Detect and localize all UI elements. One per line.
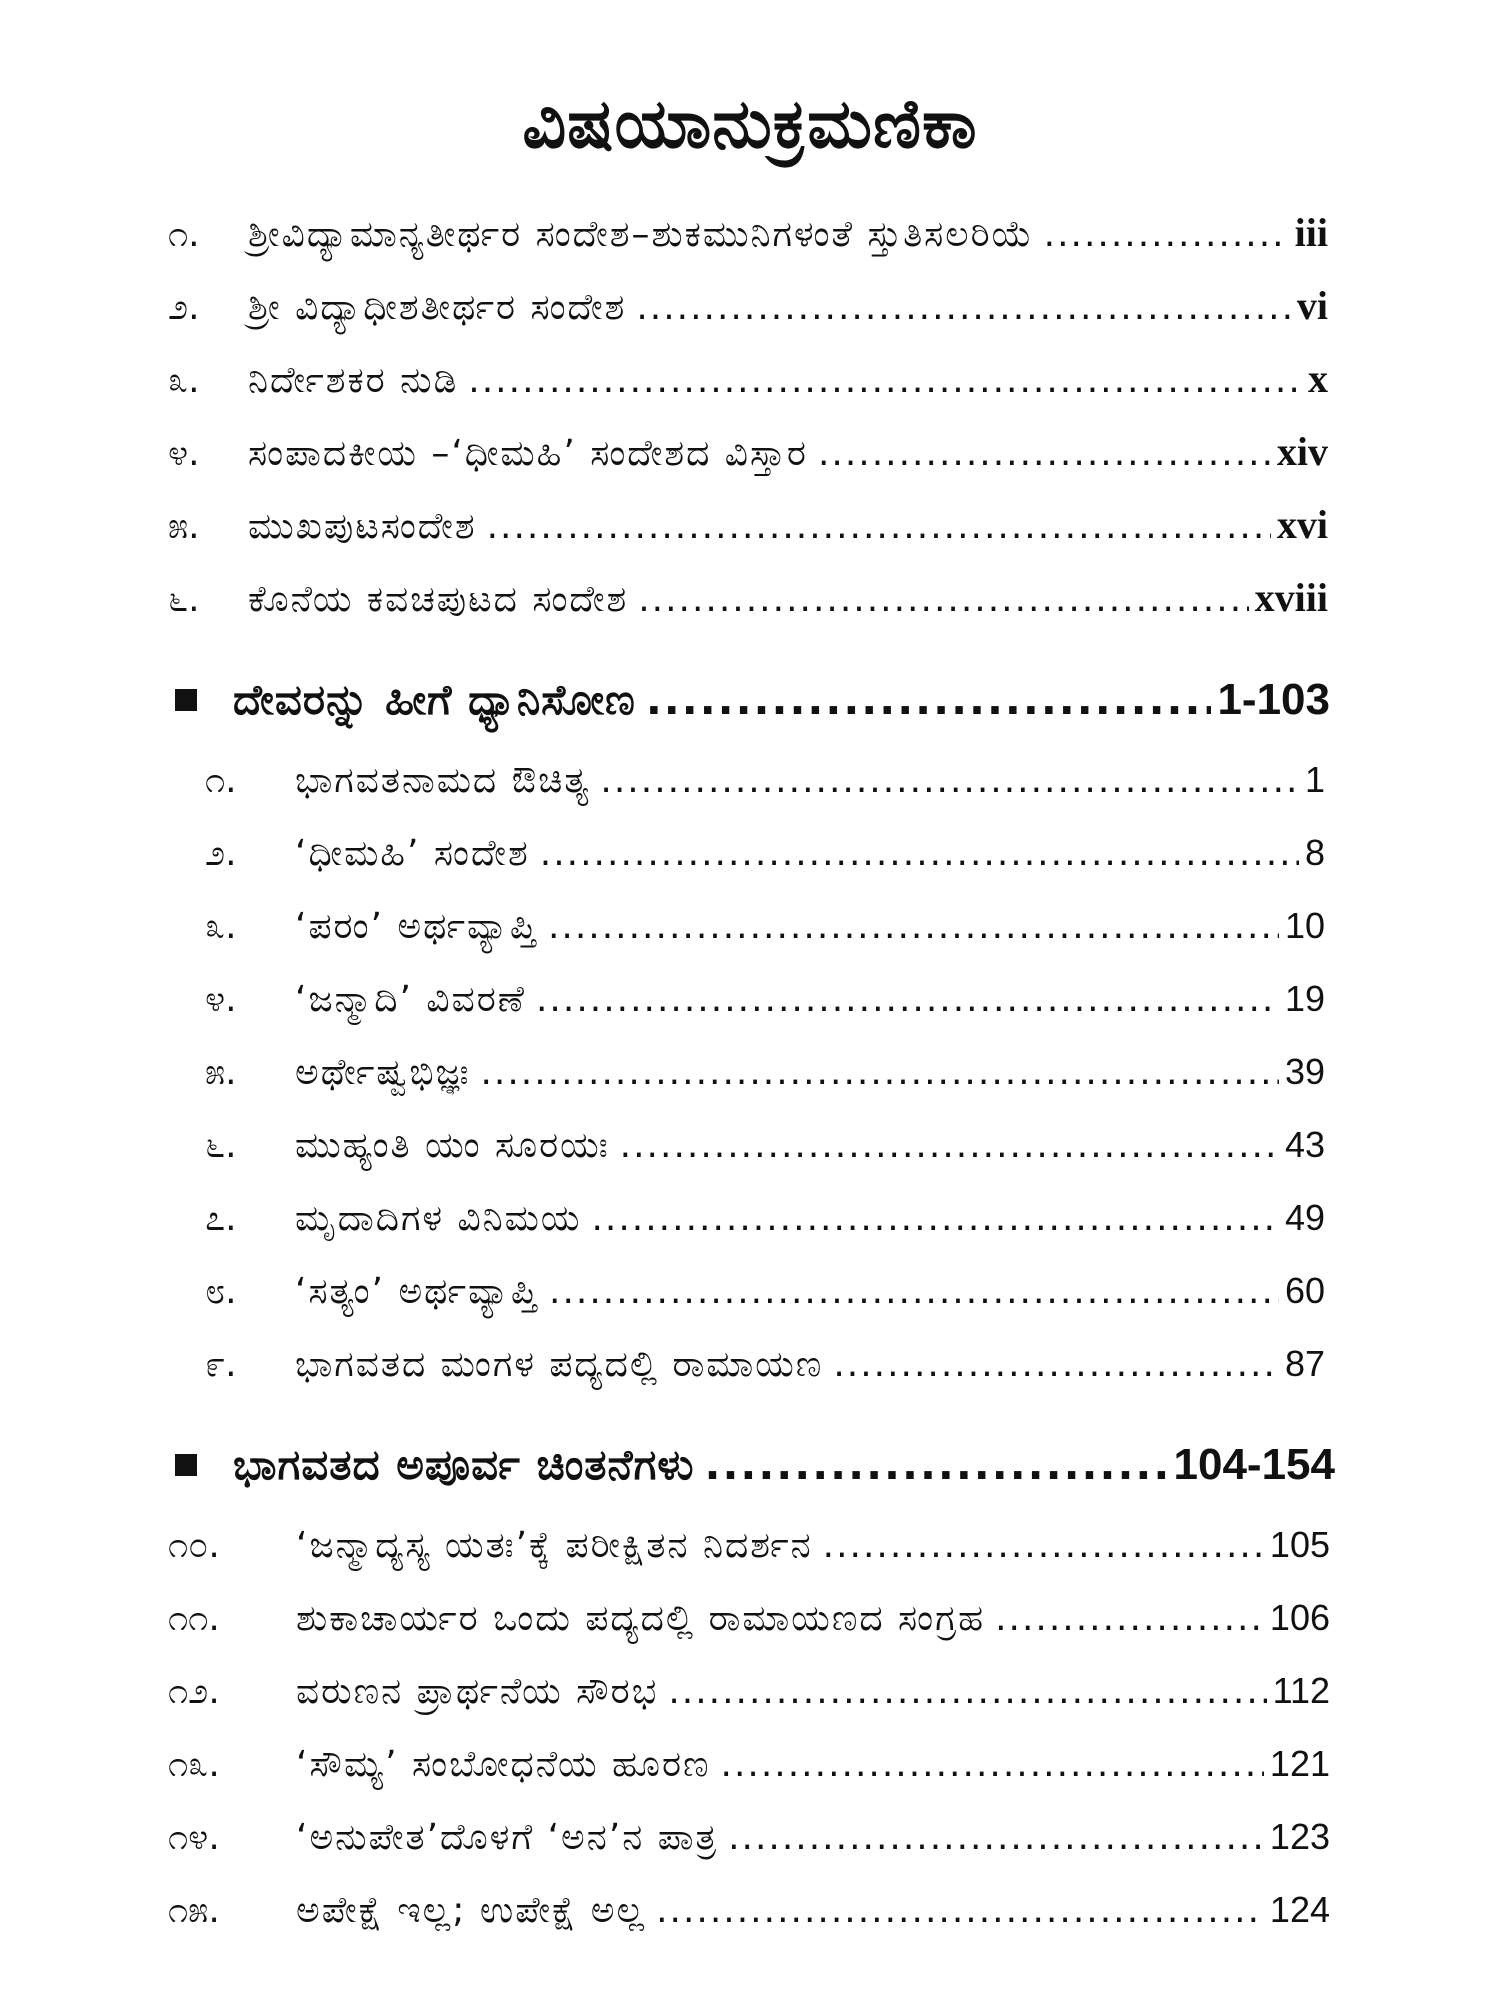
entry-title: ನಿರ್ದೇಶಕರ ನುಡಿ (248, 360, 459, 401)
dot-leader (668, 1662, 1266, 1721)
dot-leader (638, 570, 1248, 628)
toc-entry (168, 1734, 1330, 1794)
page-title: ವಿಷಯಾನುಕ್ರಮಣಿಕಾ (522, 85, 978, 164)
toc-entry (205, 1261, 1325, 1321)
dot-leader (833, 1335, 1279, 1394)
toc-entry (205, 896, 1325, 956)
entry-title: ಶ್ರೀವಿದ್ಯಾಮಾನ್ಯತೀರ್ಥರ ಸಂದೇಶ–ಶುಕಮುನಿಗಳಂತೆ ಸ್ತುತಿಸಲರಿಯೆ (248, 214, 1034, 255)
dot-leader (536, 970, 1279, 1029)
entry-number: ೧೪. (168, 1817, 220, 1858)
entry-page: 43 (1284, 1124, 1325, 1165)
entry-number: ೭. (205, 1198, 237, 1239)
entry-page: 106 (1269, 1597, 1330, 1638)
dot-leader (656, 1881, 1264, 1940)
dot-leader (620, 1116, 1279, 1175)
dot-leader (721, 1735, 1264, 1794)
toc-entry (205, 1042, 1325, 1102)
entry-title: ಮುಖಪುಟಸಂದೇಶ (248, 506, 477, 547)
section-title: ದೇವರನ್ನು ಹೀಗೆ ಧ್ಯಾನಿಸೋಣ (233, 675, 636, 724)
toc-entry (205, 750, 1325, 810)
entry-number: ೨. (168, 287, 200, 328)
toc-entry (205, 969, 1325, 1029)
dot-leader (1044, 205, 1289, 263)
entry-title: ಮೃದಾದಿಗಳ ವಿನಿಮಯ (295, 1198, 582, 1239)
entry-page: 39 (1284, 1051, 1325, 1092)
toc-entry (168, 495, 1328, 555)
toc-entry (168, 1588, 1330, 1648)
entry-number: ೩. (168, 360, 200, 401)
toc-entry (168, 1515, 1330, 1575)
toc-entry (168, 203, 1328, 263)
entry-title: ಅಪೇಕ್ಷೆ ಇಲ್ಲ; ಉಪೇಕ್ಷೆ ಅಲ್ಲ (296, 1890, 647, 1931)
section-pages: 1-103 (1217, 675, 1330, 724)
entry-number: ೧೦. (168, 1525, 220, 1566)
entry-page: 8 (1304, 832, 1325, 873)
square-bullet-icon (175, 689, 197, 711)
entry-page: 1 (1304, 759, 1325, 800)
entry-number: ೩. (205, 906, 237, 947)
entry-title: ಶ್ರೀ ವಿದ್ಯಾಧೀಶತೀರ್ಥರ ಸಂದೇಶ (248, 287, 627, 328)
entry-title: ಭಾಗವತನಾಮದ ಔಚಿತ್ಯ (295, 760, 591, 801)
dot-leader (818, 424, 1271, 482)
dot-leader (636, 278, 1291, 336)
dot-leader (704, 1430, 1167, 1500)
section-title: ಭಾಗವತದ ಅಪೂರ್ವ ಚಿಂತನೆಗಳು (233, 1440, 695, 1489)
entry-page: 121 (1269, 1743, 1330, 1784)
entry-title: ‘ಸೌಮ್ಯ’ ಸಂಬೋಧನೆಯ ಹೂರಣ (296, 1744, 711, 1785)
dot-leader (548, 897, 1279, 956)
entry-number: ೧೨. (168, 1671, 220, 1712)
entry-number: ೧೩. (168, 1744, 220, 1785)
entry-title: ‘ಪರಂ’ ಅರ್ಥವ್ಯಾಪ್ತಿ (295, 906, 538, 947)
toc-entry (168, 568, 1328, 628)
entry-page: 124 (1269, 1889, 1330, 1930)
toc-entry (168, 276, 1328, 336)
entry-title: ಮುಹ್ಯಂತಿ ಯಂ ಸೂರಯಃ (295, 1125, 610, 1166)
entry-number: ೬. (205, 1125, 237, 1166)
entry-number: ೬. (168, 579, 200, 620)
entry-page: xviii (1254, 575, 1328, 620)
entry-title: ‘ಅನುಪೇತ’ದೊಳಗೆ ‘ಅನ’ನ ಪಾತ್ರ (296, 1817, 719, 1858)
entry-title: ವರುಣನ ಪ್ರಾರ್ಥನೆಯ ಸೌರಭ (296, 1671, 659, 1712)
entry-page: 105 (1269, 1524, 1330, 1565)
entry-title: ‘ಸತ್ಯಂ’ ಅರ್ಥವ್ಯಾಪ್ತಿ (295, 1271, 539, 1312)
entry-number: ೯. (205, 1344, 237, 1385)
entry-number: ೧೫. (168, 1890, 220, 1931)
entry-title: ಶುಕಾಚಾರ್ಯರ ಒಂದು ಪದ್ಯದಲ್ಲಿ ರಾಮಾಯಣದ ಸಂಗ್ರಹ (296, 1598, 986, 1639)
square-bullet-icon (175, 1454, 197, 1476)
section-heading (175, 665, 1330, 735)
toc-entry (205, 1115, 1325, 1175)
entry-number: ೫. (205, 1052, 237, 1093)
dot-leader (646, 665, 1212, 735)
toc-entry (205, 1188, 1325, 1248)
entry-title: ಅರ್ಥೇಷ್ವಭಿಜ್ಞಃ (295, 1052, 471, 1093)
entry-title: ಸಂಪಾದಕೀಯ –‘ಧೀಮಹಿ’ ಸಂದೇಶದ ವಿಸ್ತಾರ (248, 433, 808, 474)
entry-page: 112 (1272, 1670, 1330, 1711)
entry-page: xiv (1276, 429, 1328, 474)
entry-page: 87 (1284, 1343, 1325, 1384)
entry-page: 10 (1284, 905, 1325, 946)
dot-leader (549, 1262, 1279, 1321)
entry-title: ‘ಧೀಮಹಿ’ ಸಂದೇಶ (295, 833, 530, 874)
entry-number: ೮. (205, 1271, 237, 1312)
entry-page: iii (1294, 210, 1328, 255)
entry-number: ೪. (168, 433, 200, 474)
dot-leader (995, 1589, 1264, 1648)
section-heading (175, 1430, 1335, 1500)
entry-title: ‘ಜನ್ಮಾದಿ’ ವಿವರಣೆ (295, 979, 526, 1020)
entry-page: vi (1296, 283, 1328, 328)
entry-number: ೨. (205, 833, 237, 874)
dot-leader (480, 1043, 1278, 1102)
entry-title: ಕೊನೆಯ ಕವಚಪುಟದ ಸಂದೇಶ (248, 579, 629, 620)
dot-leader (823, 1516, 1264, 1575)
entry-page: 60 (1284, 1270, 1325, 1311)
entry-number: ೫. (168, 506, 200, 547)
entry-page: x (1308, 356, 1328, 401)
toc-entry (168, 349, 1328, 409)
toc-entry (168, 1880, 1330, 1940)
toc-entry (168, 422, 1328, 482)
toc-entry (205, 823, 1325, 883)
toc-entry (168, 1807, 1330, 1867)
entry-number: ೪. (205, 979, 237, 1020)
dot-leader (487, 497, 1271, 555)
entry-page: 19 (1284, 978, 1325, 1019)
entry-page: 123 (1269, 1816, 1330, 1857)
dot-leader (728, 1808, 1264, 1867)
entry-page: xvi (1276, 502, 1328, 547)
entry-number: ೧೧. (168, 1598, 220, 1639)
entry-title: ‘ಜನ್ಮಾದ್ಯಸ್ಯ ಯತಃ’ಕ್ಕೆ ಪರೀಕ್ಷಿತನ ನಿದರ್ಶನ (296, 1525, 813, 1566)
dot-leader (540, 824, 1299, 883)
dot-leader (600, 751, 1299, 810)
toc-entry (168, 1661, 1330, 1721)
section-pages: 104-154 (1173, 1440, 1335, 1489)
entry-page: 49 (1284, 1197, 1325, 1238)
entry-title: ಭಾಗವತದ ಮಂಗಳ ಪದ್ಯದಲ್ಲಿ ರಾಮಾಯಣ (295, 1344, 824, 1385)
entry-number: ೧. (205, 760, 237, 801)
dot-leader (591, 1189, 1278, 1248)
dot-leader (468, 351, 1302, 409)
toc-entry (205, 1334, 1325, 1394)
entry-number: ೧. (168, 214, 200, 255)
